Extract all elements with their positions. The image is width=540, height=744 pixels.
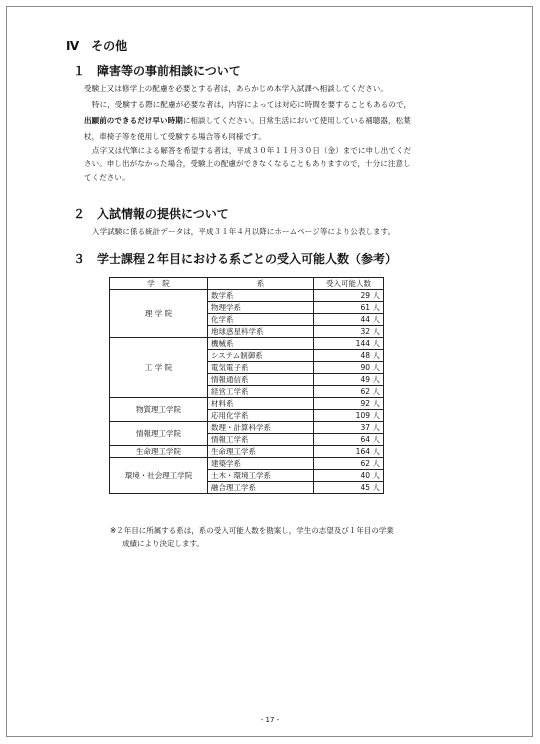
- note-line: 成績により決定します。: [122, 539, 204, 548]
- heading-consultation: １ 障害等の事前相談について: [73, 64, 241, 78]
- capacity-value: 144: [355, 339, 370, 348]
- department-name-cell: 土木・環境工学系: [208, 470, 314, 482]
- capacity-cell: [314, 326, 384, 338]
- capacity-value: 49: [360, 375, 370, 384]
- capacity-value: 164: [355, 447, 370, 456]
- emphasis-text: 出願前のできるだけ早い時期: [84, 116, 183, 125]
- capacity-unit: 人: [372, 315, 380, 324]
- department-name-cell: 電気電子系: [208, 362, 314, 374]
- department-name-cell: 建築学系: [208, 458, 314, 470]
- department-name-cell: 地球惑星科学系: [208, 326, 314, 338]
- table-row: [110, 290, 384, 302]
- paragraph-line: てください。: [84, 173, 130, 182]
- paragraph-line: 受験上又は修学上の配慮を必要とする者は，あらかじめ本学入試課へ相談してください。: [84, 84, 388, 93]
- capacity-cell: [314, 482, 384, 494]
- capacity-value: 109: [355, 411, 370, 420]
- paragraph-line: [84, 115, 411, 127]
- capacity-cell: [314, 350, 384, 362]
- department-name-cell: 経営工学系: [208, 386, 314, 398]
- capacity-cell: [314, 434, 384, 446]
- paragraph-line: 入学試験に係る統計データは，平成３１年４月以降にホームページ等により公表します。: [92, 227, 396, 236]
- capacity-unit: 人: [372, 387, 380, 396]
- paragraph-line: 点字又は代筆による解答を希望する者は，平成３０年１１月３０日（金）までに申し出てくだ: [92, 146, 412, 155]
- dept-cell: 情報理工学院: [110, 422, 208, 446]
- capacity-unit: 人: [372, 447, 380, 456]
- paragraph-text: に相談してください。日常生活において使用している補聴器，松葉: [182, 116, 411, 125]
- page-number: - 17 -: [260, 716, 280, 724]
- capacity-cell: [314, 470, 384, 482]
- capacity-unit: 人: [372, 423, 380, 432]
- table-row: [110, 398, 384, 410]
- capacity-cell: [314, 338, 384, 350]
- table-row: [110, 446, 384, 458]
- capacity-unit: 人: [372, 375, 380, 384]
- department-name-cell: 情報通信系: [208, 374, 314, 386]
- dept-cell: 理 学 院: [110, 290, 208, 338]
- capacity-value: 44: [360, 315, 370, 324]
- table-row: [110, 458, 384, 470]
- capacity-unit: 人: [372, 459, 380, 468]
- department-name-cell: 物理学系: [208, 302, 314, 314]
- capacity-value: 62: [360, 459, 370, 468]
- capacity-value: 45: [360, 483, 370, 492]
- capacity-unit: 人: [372, 303, 380, 312]
- capacity-unit: 人: [372, 435, 380, 444]
- column-header: 受入可能人数: [314, 278, 384, 290]
- paragraph-line: 杖，車椅子等を使用して受験する場合等も同様です。: [84, 132, 266, 141]
- dept-cell: 環境・社会理工学院: [110, 458, 208, 494]
- capacity-unit: 人: [372, 339, 380, 348]
- department-name-cell: 情報工学系: [208, 434, 314, 446]
- capacity-cell: [314, 410, 384, 422]
- capacity-value: 61: [360, 303, 370, 312]
- capacity-value: 32: [360, 327, 370, 336]
- department-name-cell: 数理・計算科学系: [208, 422, 314, 434]
- capacity-unit: 人: [372, 351, 380, 360]
- capacity-value: 40: [360, 471, 370, 480]
- capacity-cell: [314, 446, 384, 458]
- heading-info: ２ 入試情報の提供について: [73, 207, 229, 221]
- capacity-unit: 人: [372, 327, 380, 336]
- capacity-cell: [314, 398, 384, 410]
- table-header-row: [110, 278, 384, 290]
- capacity-cell: [314, 302, 384, 314]
- capacity-cell: [314, 386, 384, 398]
- capacity-unit: 人: [372, 471, 380, 480]
- department-name-cell: 融合理工学系: [208, 482, 314, 494]
- column-header: 系: [208, 278, 314, 290]
- department-name-cell: 機械系: [208, 338, 314, 350]
- capacity-value: 29: [360, 291, 370, 300]
- capacity-unit: 人: [372, 411, 380, 420]
- note-line: ※２年目に所属する系は，系の受入可能人数を勘案し，学生の志望及び１年目の学業: [110, 526, 394, 535]
- capacity-value: 62: [360, 387, 370, 396]
- dept-cell: 物質理工学院: [110, 398, 208, 422]
- capacity-unit: 人: [372, 363, 380, 372]
- paragraph-line: さい。申し出がなかった場合，受験上の配慮ができなくなることもありますので，十分に注意し: [84, 159, 411, 168]
- department-name-cell: 材料系: [208, 398, 314, 410]
- capacity-cell: [314, 314, 384, 326]
- capacity-value: 48: [360, 351, 370, 360]
- table-row: [110, 422, 384, 434]
- capacity-value: 37: [360, 423, 370, 432]
- capacity-unit: 人: [372, 483, 380, 492]
- capacity-unit: 人: [372, 291, 380, 300]
- capacity-cell: [314, 458, 384, 470]
- capacity-value: 64: [360, 435, 370, 444]
- capacity-unit: 人: [372, 399, 380, 408]
- dept-cell: 生命理工学院: [110, 446, 208, 458]
- table-row: [110, 338, 384, 350]
- department-name-cell: 生命理工学系: [208, 446, 314, 458]
- department-name-cell: 化学系: [208, 314, 314, 326]
- section-heading: Ⅳ その他: [66, 39, 128, 53]
- column-header: 学 院: [110, 278, 208, 290]
- capacity-value: 90: [360, 363, 370, 372]
- heading-capacity: ３ 学士課程２年目における系ごとの受入可能人数（参考）: [73, 252, 398, 266]
- department-name-cell: 応用化学系: [208, 410, 314, 422]
- paragraph-line: 特に，受験する際に配慮が必要な者は，内容によっては対応に時間を要することもあるので，: [92, 100, 412, 109]
- capacity-value: 92: [360, 399, 370, 408]
- capacity-cell: [314, 290, 384, 302]
- capacity-cell: [314, 374, 384, 386]
- department-name-cell: システム制御系: [208, 350, 314, 362]
- department-name-cell: 数学系: [208, 290, 314, 302]
- table-body: [110, 290, 384, 494]
- dept-cell: 工 学 院: [110, 338, 208, 398]
- capacity-cell: [314, 362, 384, 374]
- capacity-cell: [314, 422, 384, 434]
- capacity-table: [109, 277, 384, 494]
